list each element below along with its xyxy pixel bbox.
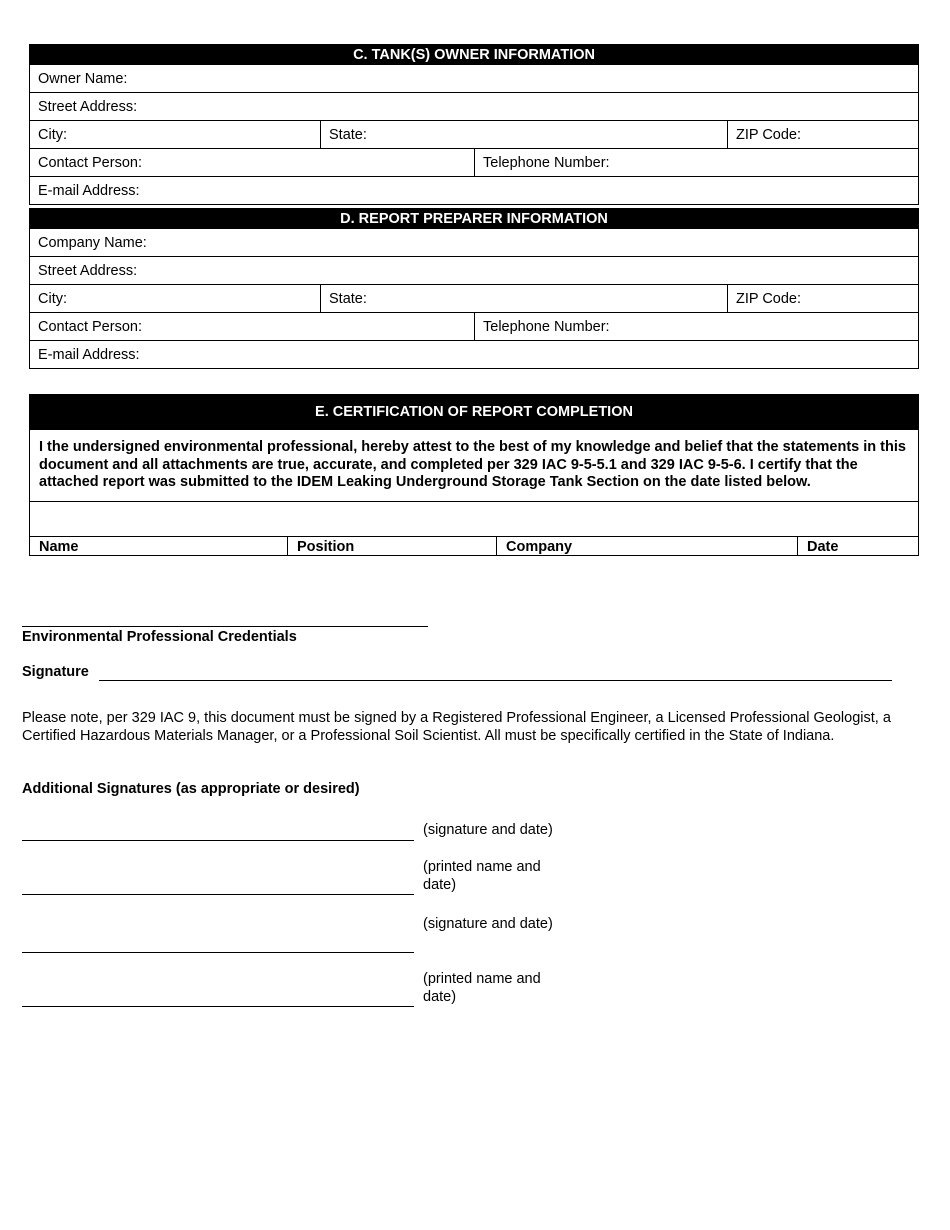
additional-printed-name-caption-2: (printed name and date): [423, 971, 541, 1005]
preparer-email-field[interactable]: E-mail Address:: [30, 341, 919, 369]
owner-street-address-field[interactable]: Street Address:: [30, 93, 919, 121]
preparer-zip-field[interactable]: ZIP Code:: [728, 285, 919, 313]
owner-zip-field[interactable]: ZIP Code:: [728, 121, 919, 149]
additional-signatures-heading: Additional Signatures (as appropriate or desired): [22, 781, 360, 797]
preparer-city-field[interactable]: City:: [30, 285, 321, 313]
preparer-state-field[interactable]: State:: [321, 285, 728, 313]
credentials-label: Environmental Professional Credentials: [22, 629, 297, 645]
signature-line[interactable]: [99, 680, 892, 681]
column-date: Date: [798, 536, 919, 555]
owner-city-field[interactable]: City:: [30, 121, 321, 149]
owner-email-field[interactable]: E-mail Address:: [30, 177, 919, 205]
column-name: Name: [30, 536, 288, 555]
owner-state-field[interactable]: State:: [321, 121, 728, 149]
owner-information-table: [29, 44, 919, 205]
preparer-section-title: D. REPORT PREPARER INFORMATION: [30, 209, 919, 229]
owner-name-field[interactable]: Owner Name:: [30, 65, 919, 93]
additional-printed-name-caption-1: (printed name and date): [423, 859, 541, 893]
certification-statement: I the undersigned environmental professional, hereby attest to the best of my knowledge and belief that the statements in this document and all attachments are true, accurate, and completed per 329 IAC 9-5-5.1 and 329 IAC 9-5-6. I certify that the attached report was submitted to the IDEM Leaking Underground Storage Tank Section on the date listed below.: [30, 430, 919, 502]
additional-signature-line-1[interactable]: [22, 840, 414, 841]
owner-telephone-field[interactable]: Telephone Number:: [475, 149, 919, 177]
column-company: Company: [497, 536, 798, 555]
additional-signature-caption-1: (signature and date): [423, 822, 553, 838]
additional-printed-name-line-1[interactable]: [22, 894, 414, 895]
certification-entry-field[interactable]: [30, 501, 919, 536]
preparer-company-name-field[interactable]: Company Name:: [30, 229, 919, 257]
owner-contact-person-field[interactable]: Contact Person:: [30, 149, 475, 177]
column-position: Position: [288, 536, 497, 555]
credentials-line[interactable]: [22, 626, 428, 627]
additional-printed-name-line-2[interactable]: [22, 1006, 414, 1007]
preparer-street-address-field[interactable]: Street Address:: [30, 257, 919, 285]
additional-signature-line-2[interactable]: [22, 952, 414, 953]
certification-section-title: E. CERTIFICATION OF REPORT COMPLETION: [30, 395, 919, 430]
preparer-information-table: [29, 208, 919, 369]
certification-note: Please note, per 329 IAC 9, this document must be signed by a Registered Professional Engineer, a Licensed Professional Geologist, a Certified Hazardous Materials Manager, or a Professional Soil Scientist. All must be specifically certified in the State of Indiana.: [22, 710, 891, 744]
preparer-telephone-field[interactable]: Telephone Number:: [475, 313, 919, 341]
preparer-contact-person-field[interactable]: Contact Person:: [30, 313, 475, 341]
certification-table: [29, 394, 919, 556]
additional-signature-caption-2: (signature and date): [423, 916, 553, 932]
signature-label: Signature: [22, 664, 89, 680]
owner-section-title: C. TANK(S) OWNER INFORMATION: [30, 45, 919, 65]
